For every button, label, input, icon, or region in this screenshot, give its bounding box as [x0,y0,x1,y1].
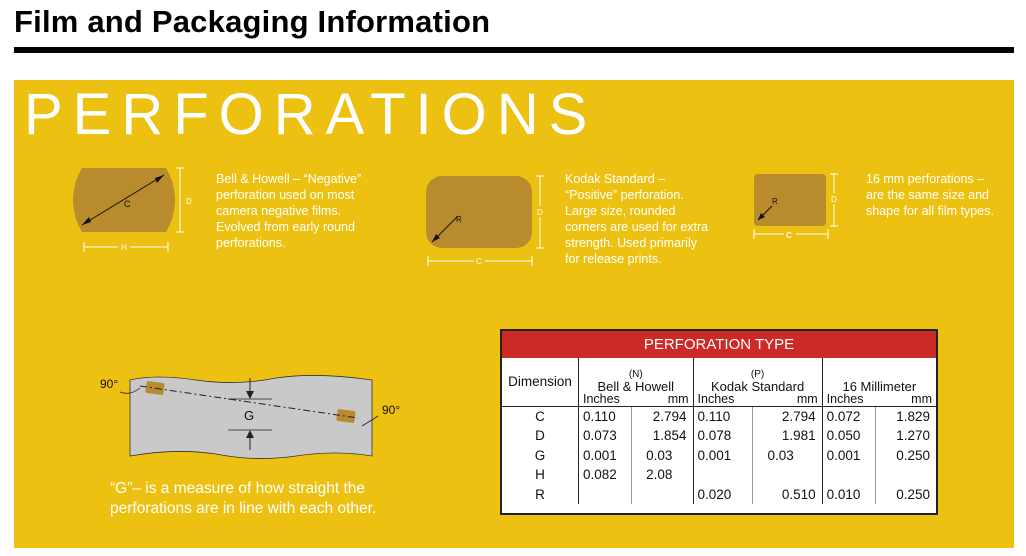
page-title: Film and Packaging Information [14,4,491,39]
16mm-r-label: R [772,197,778,206]
g-gap-label: G [244,408,255,423]
kodak-standard-diagram [420,168,550,273]
16mm-d-label: D [831,195,837,204]
g-description: “G”– is a measure of how straight the perforations are in line with each other. [110,480,377,517]
kodak-standard-perforation-shape [426,176,532,248]
group-header-16-millimeter: 16 Millimeter Inches mm [822,358,936,406]
section-heading: PERFORATIONS [24,82,598,147]
16mm-perforation-shape [754,174,826,226]
16mm-diagram [748,168,858,248]
table-row: H 0.082 2.08 [502,465,936,485]
kodak-standard-r-label: R [456,215,462,224]
table-row: G 0.001 0.03 0.001 0.03 0.001 0.250 [502,446,936,466]
kodak-standard-description: Kodak Standard – “Positive” perforation. Large size, rounded corners are used for extra strength. Used primarily for release prints. [565,172,709,266]
g-alignment-diagram [96,368,416,468]
kodak-standard-d-label: D [537,208,543,217]
bell-howell-d-label: D [186,197,192,206]
16mm-description: 16 mm perforations – are the same size and shape for all film types. [866,172,994,218]
right-angle-label: 90° [382,403,401,417]
dimension-header: Dimension [502,358,579,406]
left-angle-label: 90° [100,377,119,391]
bell-howell-h-label: H [121,243,127,252]
kodak-standard-c-label: C [476,257,482,266]
table-column-headers [502,358,936,406]
right-perforation [336,409,355,423]
bell-howell-diagram [60,160,200,260]
table-row: C 0.110 2.794 0.110 2.794 0.072 1.829 [502,406,936,426]
16mm-c-label: C [786,231,792,240]
table-row: D 0.073 1.854 0.078 1.981 0.050 1.270 [502,426,936,446]
group-header-kodak-standard: (P) Kodak Standard Inches mm [693,358,822,406]
title-rule [14,47,1014,53]
bell-howell-c-label: C [124,199,131,209]
group-header-bell-howell: (N) Bell & Howell Inches mm [579,358,694,406]
table-row: R 0.020 0.510 0.010 0.250 [502,485,936,505]
perforation-type-table [500,329,938,515]
bell-howell-description: Bell & Howell – “Negative” perforation used on most camera negative films. Evolved from early round perforations. [216,172,362,250]
table-title: PERFORATION TYPE [502,331,936,358]
